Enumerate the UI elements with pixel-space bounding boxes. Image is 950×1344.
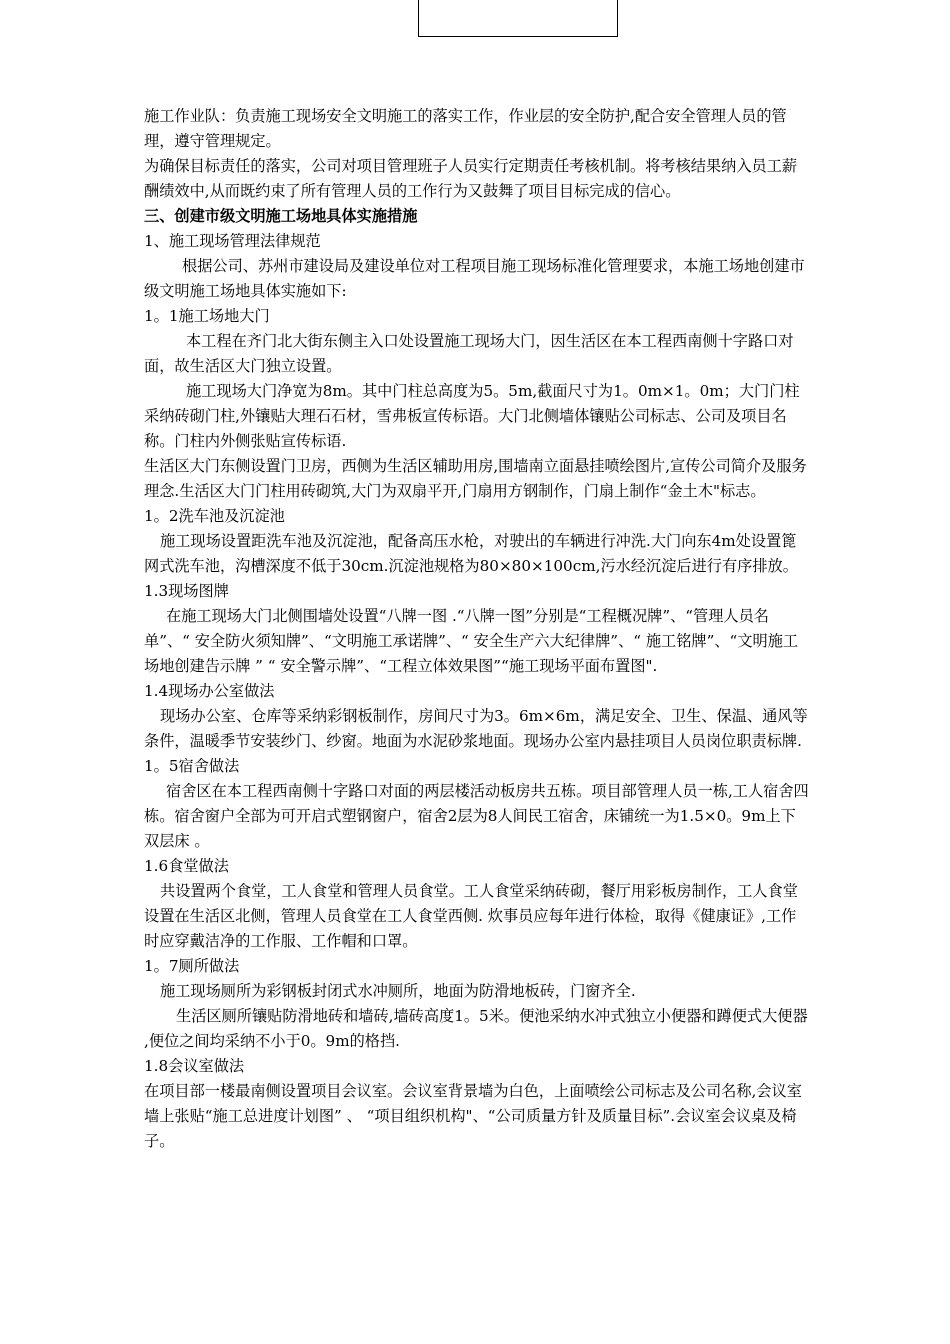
paragraph: 本工程在齐门北大街东侧主入口处设置施工现场大门，因生活区在本工程西南侧十字路口对面，故生活区大门独立设置。 xyxy=(144,332,794,375)
paragraph: 根据公司、苏州市建设局及建设单位对工程项目施工现场标准化管理要求，本施工场地创建市级文明施工场地具体实施如下: xyxy=(144,257,805,300)
paragraph: 施工现场设置距洗车池及沉淀池，配备高压水枪，对驶出的车辆进行冲洗.大门向东4m处设置篦网式洗车池，沟槽深度不低于30cm.沉淀池规格为80×80×100cm,污水经沉淀后进行有序排放。 xyxy=(144,532,798,575)
paragraph: 在项目部一楼最南侧设置项目会议室。会议室背景墙为白色，上面喷绘公司标志及公司名称,会议室墙上张贴“施工总进度计划图” 、 “项目组织机构"、“公司质量方针及质量目标”.会议室会议桌及椅子。 xyxy=(144,1082,802,1150)
subsection-heading: 1、施工现场管理法律规范 xyxy=(144,232,321,250)
paragraph: 共设置两个食堂，工人食堂和管理人员食堂。工人食堂采纳砖砌，餐厅用彩板房制作，工人食堂设置在生活区北侧，管理人员食堂在工人食堂西侧. 炊事员应每年进行体检，取得《健康证》,工作时应穿戴洁净的工作服、工作帽和口罩。 xyxy=(144,882,798,950)
paragraph: 现场办公室、仓库等采纳彩钢板制作，房间尺寸为3。6m×6m，满足安全、卫生、保温、通风等条件，温暖季节安装纱门、纱窗。地面为水泥砂浆地面。现场办公室内悬挂项目人员岗位职责标牌. xyxy=(144,707,808,750)
subsection-heading: 1。7厕所做法 xyxy=(144,957,240,975)
subsection-heading: 1.8会议室做法 xyxy=(144,1057,245,1075)
subsection-heading: 1.4现场办公室做法 xyxy=(144,682,275,700)
subsection-heading: 1.3现场图牌 xyxy=(144,582,229,600)
header-box xyxy=(418,0,618,37)
paragraph: 施工现场大门净宽为8m。其中门柱总高度为5。5m,截面尺寸为1。0m×1。0m；大门门柱采纳砖砌门柱,外镶贴大理石石材，雪弗板宣传标语。大门北侧墙体镶贴公司标志、公司及项目名称。门柱内外侧张贴宣传标语. xyxy=(144,382,800,450)
subsection-heading: 1。1施工场地大门 xyxy=(144,307,270,325)
section-heading: 三、创建市级文明施工场地具体实施措施 xyxy=(144,207,418,225)
document-body xyxy=(144,104,810,1154)
subsection-heading: 1。2洗车池及沉淀池 xyxy=(144,507,285,525)
paragraph: 宿舍区在本工程西南侧十字路口对面的两层楼活动板房共五栋。项目部管理人员一栋,工人宿舍四栋。宿舍窗户全部为可开启式塑钢窗户，宿舍2层为8人间民工宿舍，床铺统一为1.5×0。9m上下双层床 。 xyxy=(144,782,809,850)
paragraph: 生活区大门东侧设置门卫房，西侧为生活区辅助用房,围墙南立面悬挂喷绘图片,宣传公司简介及服务理念.生活区大门门柱用砖砌筑,大门为双扇平开,门扇用方钢制作，门扇上制作“金土木"标志。 xyxy=(144,457,807,500)
subsection-heading: 1.6食堂做法 xyxy=(144,857,229,875)
paragraph: 为确保目标责任的落实，公司对项目管理班子人员实行定期责任考核机制。将考核结果纳入员工薪酬绩效中,从而既约束了所有管理人员的工作行为又鼓舞了项目目标完成的信心。 xyxy=(144,157,798,200)
paragraph: 施工作业队：负责施工现场安全文明施工的落实工作，作业层的安全防护,配合安全管理人员的管理，遵守管理规定。 xyxy=(144,107,787,150)
subsection-heading: 1。5宿舍做法 xyxy=(144,757,240,775)
paragraph: 在施工现场大门北侧围墙处设置“八牌一图 .“八牌一图”分别是“工程概况牌”、“管理人员名单”、“ 安全防火须知牌”、“文明施工承诺牌”、“ 安全生产六大纪律牌”、“ 施工铭牌”、“文明施工场地创建告示牌 ” “ 安全警示牌”、“工程立体效果图”“施工现场平面布置图". xyxy=(144,607,799,675)
paragraph: 施工现场厕所为彩钢板封闭式水冲厕所，地面为防滑地板砖，门窗齐全. xyxy=(160,982,636,1000)
paragraph: 生活区厕所镶贴防滑地砖和墙砖,墙砖高度1。5米。便池采纳水冲式独立小便器和蹲便式大便器 ,便位之间均采纳不小于0。9m的格挡. xyxy=(144,1007,808,1050)
